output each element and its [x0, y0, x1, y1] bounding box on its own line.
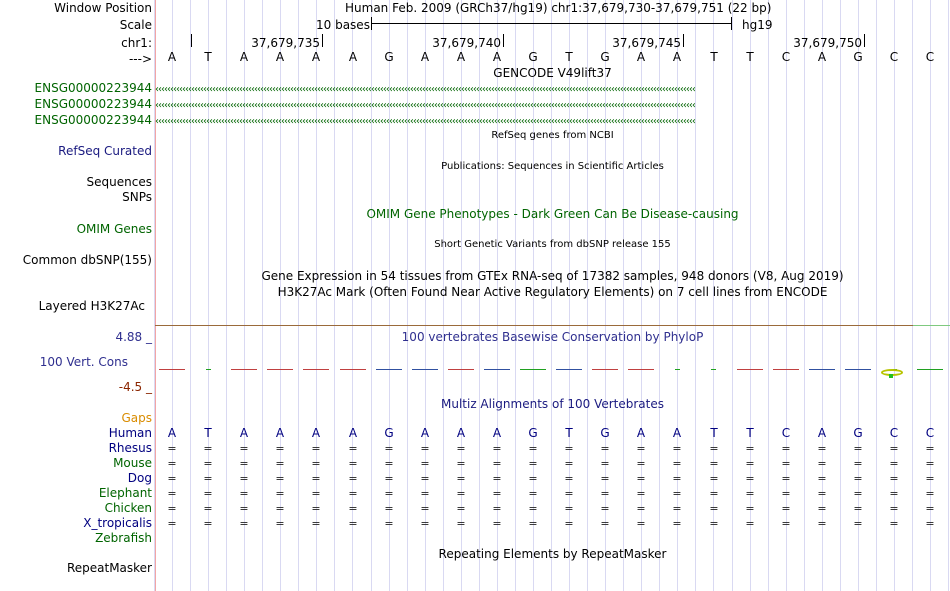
species-label-human[interactable]: Human	[108, 426, 152, 440]
alignment-identity-mark: =	[781, 487, 791, 500]
phylop-score-mark	[711, 369, 716, 370]
coord-label: 37,679,740	[432, 36, 501, 50]
alignment-identity-mark: =	[745, 517, 755, 530]
alignment-identity-mark: =	[348, 472, 358, 485]
alignment-identity-mark: =	[564, 457, 574, 470]
multiz-human-base: A	[275, 426, 285, 440]
alignment-identity-mark: =	[853, 517, 863, 530]
alignment-identity-mark: =	[889, 517, 899, 530]
alignment-identity-mark: =	[600, 517, 610, 530]
alignment-identity-mark: =	[636, 457, 646, 470]
strand-chevrons: ‹‹‹‹‹‹‹‹‹‹‹‹‹‹‹‹‹‹‹‹‹‹‹‹‹‹‹‹‹‹‹‹‹‹‹‹‹‹‹‹‹‹‹‹‹‹‹‹‹‹‹‹‹‹‹‹‹‹‹‹‹‹‹‹‹‹‹‹‹‹‹‹‹‹‹‹‹‹‹‹‹‹‹‹‹‹‹‹‹‹‹‹‹‹‹‹‹‹‹‹‹‹‹‹‹‹‹‹‹‹‹‹‹‹‹‹‹‹‹‹‹‹‹‹‹‹‹‹‹‹‹‹‹‹‹‹‹‹‹‹‹‹‹‹‹‹‹‹‹‹‹‹‹‹‹‹‹‹‹‹‹‹‹‹‹‹‹‹‹‹‹‹‹‹‹‹‹‹‹‹	[155, 116, 695, 127]
multiz-human-base: T	[746, 426, 754, 440]
alignment-identity-mark: =	[492, 487, 502, 500]
phylop-score-mark	[448, 369, 474, 370]
repeatmasker-track-title: Repeating Elements by RepeatMasker	[438, 547, 667, 561]
coord-tick-start	[191, 34, 192, 47]
alignment-identity-mark: =	[528, 517, 538, 530]
alignment-identity-mark: =	[203, 472, 213, 485]
dna-base: A	[311, 50, 321, 64]
alignment-identity-mark: =	[311, 472, 321, 485]
alignment-identity-mark: =	[167, 502, 177, 515]
phylop-score-mark	[412, 369, 438, 370]
alignment-identity-mark: =	[275, 502, 285, 515]
gene-model-3[interactable]	[155, 113, 950, 127]
gene-label-3[interactable]: ENSG00000223944	[34, 113, 152, 127]
alignment-identity-mark: =	[817, 457, 827, 470]
alignment-identity-mark: =	[600, 502, 610, 515]
alignment-identity-mark: =	[492, 442, 502, 455]
multiz-human-base: C	[889, 426, 899, 440]
dna-base: C	[781, 50, 791, 64]
alignment-identity-mark: =	[456, 472, 466, 485]
alignment-identity-mark: =	[311, 442, 321, 455]
alignment-identity-mark: =	[456, 517, 466, 530]
h3k27ac-track-label[interactable]: Layered H3K27Ac	[38, 299, 145, 313]
sequences-track-label[interactable]: Sequences	[86, 175, 152, 189]
omim-track-label[interactable]: OMIM Genes	[76, 222, 152, 236]
alignment-identity-mark: =	[420, 442, 430, 455]
alignment-identity-mark: =	[745, 457, 755, 470]
multiz-human-base: A	[456, 426, 466, 440]
alignment-identity-mark: =	[528, 502, 538, 515]
h3k27ac-signal-line	[155, 325, 913, 326]
alignment-identity-mark: =	[925, 487, 935, 500]
snps-track-label[interactable]: SNPs	[122, 190, 152, 204]
alignment-identity-mark: =	[889, 487, 899, 500]
gtex-track-title: Gene Expression in 54 tissues from GTEx RNA-seq of 17382 samples, 948 donors (V8, Aug 2019)	[261, 269, 844, 283]
alignment-identity-mark: =	[492, 457, 502, 470]
alignment-identity-mark: =	[889, 442, 899, 455]
alignment-identity-mark: =	[817, 472, 827, 485]
alignment-identity-mark: =	[853, 457, 863, 470]
alignment-identity-mark: =	[492, 472, 502, 485]
alignment-identity-mark: =	[745, 442, 755, 455]
dna-base: T	[746, 50, 754, 64]
refseq-track-label[interactable]: RefSeq Curated	[58, 144, 152, 158]
alignment-identity-mark: =	[528, 457, 538, 470]
window-position-label: Window Position	[54, 1, 152, 15]
species-label-x_tropicalis[interactable]: X_tropicalis	[83, 516, 152, 530]
alignment-identity-mark: =	[925, 442, 935, 455]
coord-label: 37,679,745	[612, 36, 681, 50]
alignment-identity-mark: =	[311, 517, 321, 530]
dna-base: A	[817, 50, 827, 64]
alignment-identity-mark: =	[384, 472, 394, 485]
alignment-identity-mark: =	[239, 457, 249, 470]
phylop-score-mark	[267, 369, 293, 370]
alignment-identity-mark: =	[817, 517, 827, 530]
alignment-identity-mark: =	[528, 442, 538, 455]
publications-track-title: Publications: Sequences in Scientific Articles	[441, 161, 664, 172]
strand-chevrons: ‹‹‹‹‹‹‹‹‹‹‹‹‹‹‹‹‹‹‹‹‹‹‹‹‹‹‹‹‹‹‹‹‹‹‹‹‹‹‹‹‹‹‹‹‹‹‹‹‹‹‹‹‹‹‹‹‹‹‹‹‹‹‹‹‹‹‹‹‹‹‹‹‹‹‹‹‹‹‹‹‹‹‹‹‹‹‹‹‹‹‹‹‹‹‹‹‹‹‹‹‹‹‹‹‹‹‹‹‹‹‹‹‹‹‹‹‹‹‹‹‹‹‹‹‹‹‹‹‹‹‹‹‹‹‹‹‹‹‹‹‹‹‹‹‹‹‹‹‹‹‹‹‹‹‹‹‹‹‹‹‹‹‹‹‹‹‹‹‹‹‹‹‹‹‹‹‹‹‹‹	[155, 100, 695, 111]
alignment-identity-mark: =	[672, 502, 682, 515]
alignment-identity-mark: =	[709, 442, 719, 455]
phylop-score-mark	[592, 369, 618, 370]
alignment-identity-mark: =	[528, 487, 538, 500]
phylop-max-label: 4.88 _	[115, 330, 152, 344]
phylop-score-mark	[556, 369, 582, 370]
dna-base: A	[492, 50, 502, 64]
alignment-identity-mark: =	[745, 502, 755, 515]
alignment-identity-mark: =	[889, 502, 899, 515]
dna-base: G	[384, 50, 394, 64]
alignment-identity-mark: =	[817, 442, 827, 455]
phylop-score-mark	[484, 369, 510, 370]
alignment-identity-mark: =	[348, 502, 358, 515]
alignment-identity-mark: =	[456, 457, 466, 470]
dna-base: A	[420, 50, 430, 64]
scale-label: Scale	[119, 18, 152, 32]
alignment-identity-mark: =	[420, 472, 430, 485]
species-label-chicken[interactable]: Chicken	[104, 501, 152, 515]
alignment-identity-mark: =	[781, 517, 791, 530]
alignment-identity-mark: =	[275, 517, 285, 530]
alignment-identity-mark: =	[492, 517, 502, 530]
alignment-identity-mark: =	[275, 442, 285, 455]
multiz-human-base: G	[384, 426, 394, 440]
dna-base: G	[600, 50, 610, 64]
alignment-identity-mark: =	[853, 442, 863, 455]
coord-label: 37,679,750	[793, 36, 862, 50]
scale-text: 10 bases	[316, 18, 370, 32]
scale-db-text: hg19	[742, 18, 773, 32]
alignment-identity-mark: =	[781, 502, 791, 515]
alignment-identity-mark: =	[275, 472, 285, 485]
alignment-identity-mark: =	[853, 472, 863, 485]
alignment-identity-mark: =	[925, 457, 935, 470]
alignment-identity-mark: =	[853, 502, 863, 515]
gencode-track-title: GENCODE V49lift37	[493, 66, 612, 80]
alignment-identity-mark: =	[528, 472, 538, 485]
coord-tick	[322, 34, 323, 47]
multiz-human-base: A	[348, 426, 358, 440]
alignment-identity-mark: =	[167, 457, 177, 470]
phylop-score-mark	[675, 369, 680, 370]
alignment-identity-mark: =	[709, 487, 719, 500]
phylop-score-mark	[628, 369, 654, 370]
multiz-human-base: G	[600, 426, 610, 440]
multiz-human-base: A	[167, 426, 177, 440]
alignment-identity-mark: =	[239, 502, 249, 515]
multiz-human-base: A	[817, 426, 827, 440]
phylop-score-mark	[303, 369, 329, 370]
strand-chevrons: ‹‹‹‹‹‹‹‹‹‹‹‹‹‹‹‹‹‹‹‹‹‹‹‹‹‹‹‹‹‹‹‹‹‹‹‹‹‹‹‹‹‹‹‹‹‹‹‹‹‹‹‹‹‹‹‹‹‹‹‹‹‹‹‹‹‹‹‹‹‹‹‹‹‹‹‹‹‹‹‹‹‹‹‹‹‹‹‹‹‹‹‹‹‹‹‹‹‹‹‹‹‹‹‹‹‹‹‹‹‹‹‹‹‹‹‹‹‹‹‹‹‹‹‹‹‹‹‹‹‹‹‹‹‹‹‹‹‹‹‹‹‹‹‹‹‹‹‹‹‹‹‹‹‹‹‹‹‹‹‹‹‹‹‹‹‹‹‹‹‹‹‹‹‹‹‹‹‹‹‹	[155, 84, 695, 95]
alignment-identity-mark: =	[709, 472, 719, 485]
alignment-identity-mark: =	[745, 487, 755, 500]
chrom-label: chr1:	[121, 36, 152, 50]
dna-base: G	[853, 50, 863, 64]
dna-base: A	[456, 50, 466, 64]
alignment-identity-mark: =	[384, 457, 394, 470]
alignment-identity-mark: =	[203, 487, 213, 500]
alignment-identity-mark: =	[384, 517, 394, 530]
species-label-rhesus[interactable]: Rhesus	[108, 441, 152, 455]
phylop-min-label: -4.5 _	[118, 380, 152, 394]
multiz-human-base: A	[636, 426, 646, 440]
h3k27ac-signal-line-end	[913, 325, 950, 326]
multiz-human-base: G	[528, 426, 538, 440]
alignment-identity-mark: =	[239, 442, 249, 455]
alignment-identity-mark: =	[167, 472, 177, 485]
alignment-identity-mark: =	[600, 487, 610, 500]
alignment-identity-mark: =	[384, 502, 394, 515]
alignment-identity-mark: =	[853, 487, 863, 500]
species-label-mouse[interactable]: Mouse	[113, 456, 152, 470]
alignment-identity-mark: =	[275, 487, 285, 500]
phylop-score-mark	[809, 369, 835, 370]
alignment-identity-mark: =	[456, 502, 466, 515]
dna-base: A	[239, 50, 249, 64]
multiz-human-base: A	[311, 426, 321, 440]
coord-tick	[503, 34, 504, 47]
alignment-identity-mark: =	[781, 472, 791, 485]
phylop-score-mark	[737, 369, 763, 370]
alignment-identity-mark: =	[636, 487, 646, 500]
alignment-identity-mark: =	[817, 502, 827, 515]
dna-base: A	[636, 50, 646, 64]
alignment-identity-mark: =	[348, 517, 358, 530]
alignment-identity-mark: =	[311, 457, 321, 470]
refseq-track-title: RefSeq genes from NCBI	[491, 130, 614, 141]
alignment-identity-mark: =	[167, 517, 177, 530]
alignment-identity-mark: =	[311, 502, 321, 515]
multiz-human-base: C	[781, 426, 791, 440]
alignment-identity-mark: =	[456, 487, 466, 500]
repeatmasker-track-label[interactable]: RepeatMasker	[66, 561, 152, 575]
alignment-identity-mark: =	[600, 457, 610, 470]
alignment-identity-mark: =	[672, 487, 682, 500]
alignment-identity-mark: =	[709, 502, 719, 515]
multiz-human-base: A	[492, 426, 502, 440]
alignment-identity-mark: =	[203, 502, 213, 515]
coord-tick	[683, 34, 684, 47]
scale-bar-line	[371, 23, 731, 24]
phylop-track-label[interactable]: 100 Vert. Cons	[39, 355, 128, 369]
alignment-identity-mark: =	[275, 457, 285, 470]
alignment-identity-mark: =	[636, 517, 646, 530]
alignment-identity-mark: =	[564, 487, 574, 500]
dna-base: T	[204, 50, 212, 64]
alignment-identity-mark: =	[781, 457, 791, 470]
dbsnp-track-label[interactable]: Common dbSNP(155)	[22, 253, 152, 267]
alignment-identity-mark: =	[203, 457, 213, 470]
alignment-identity-mark: =	[239, 487, 249, 500]
multiz-human-base: T	[710, 426, 718, 440]
dna-base: C	[889, 50, 899, 64]
dna-base: A	[167, 50, 177, 64]
alignment-identity-mark: =	[564, 502, 574, 515]
alignment-identity-mark: =	[311, 487, 321, 500]
alignment-identity-mark: =	[672, 442, 682, 455]
dna-base: G	[528, 50, 538, 64]
alignment-identity-mark: =	[672, 472, 682, 485]
alignment-identity-mark: =	[889, 457, 899, 470]
gene-model-1[interactable]	[155, 81, 950, 95]
phylop-score-mark	[520, 369, 546, 370]
multiz-human-base: T	[204, 426, 212, 440]
alignment-identity-mark: =	[348, 442, 358, 455]
alignment-identity-mark: =	[167, 487, 177, 500]
alignment-identity-mark: =	[167, 442, 177, 455]
alignment-identity-mark: =	[348, 487, 358, 500]
alignment-identity-mark: =	[420, 487, 430, 500]
species-label-dog[interactable]: Dog	[127, 471, 152, 485]
alignment-identity-mark: =	[636, 502, 646, 515]
alignment-identity-mark: =	[203, 517, 213, 530]
track-image-area[interactable]	[155, 0, 950, 591]
species-label-elephant[interactable]: Elephant	[98, 486, 152, 500]
phylop-score-mark	[340, 369, 366, 370]
dna-base: T	[710, 50, 718, 64]
alignment-identity-mark: =	[384, 442, 394, 455]
alignment-identity-mark: =	[203, 442, 213, 455]
phylop-peak-dot	[889, 374, 893, 378]
multiz-human-base: G	[853, 426, 863, 440]
alignment-identity-mark: =	[564, 472, 574, 485]
alignment-identity-mark: =	[672, 457, 682, 470]
alignment-identity-mark: =	[925, 517, 935, 530]
omim-track-title: OMIM Gene Phenotypes - Dark Green Can Be Disease-causing	[366, 207, 739, 221]
coord-tick	[864, 34, 865, 47]
gene-label-1[interactable]: ENSG00000223944	[34, 81, 152, 95]
alignment-identity-mark: =	[564, 442, 574, 455]
alignment-identity-mark: =	[600, 472, 610, 485]
alignment-identity-mark: =	[925, 502, 935, 515]
alignment-identity-mark: =	[456, 442, 466, 455]
strand-arrow-label: --->	[128, 52, 152, 66]
alignment-identity-mark: =	[420, 457, 430, 470]
phylop-score-mark	[159, 369, 185, 370]
phylop-score-mark	[231, 369, 257, 370]
gene-model-2[interactable]	[155, 97, 950, 111]
dna-base: A	[348, 50, 358, 64]
alignment-identity-mark: =	[239, 517, 249, 530]
alignment-identity-mark: =	[636, 442, 646, 455]
alignment-identity-mark: =	[745, 472, 755, 485]
scale-bar-right-tick	[731, 17, 732, 30]
species-label-zebrafish[interactable]: Zebrafish	[95, 531, 152, 545]
alignment-identity-mark: =	[600, 442, 610, 455]
alignment-identity-mark: =	[889, 472, 899, 485]
dna-base: A	[275, 50, 285, 64]
alignment-identity-mark: =	[709, 457, 719, 470]
phylop-score-mark	[773, 369, 799, 370]
gene-label-2[interactable]: ENSG00000223944	[34, 97, 152, 111]
alignment-identity-mark: =	[672, 517, 682, 530]
alignment-identity-mark: =	[564, 517, 574, 530]
dna-base: A	[672, 50, 682, 64]
multiz-human-base: C	[925, 426, 935, 440]
window-position-text: Human Feb. 2009 (GRCh37/hg19) chr1:37,679,730-37,679,751 (22 bp)	[345, 1, 772, 15]
phylop-score-mark	[206, 369, 211, 370]
coord-label: 37,679,735	[251, 36, 320, 50]
alignment-identity-mark: =	[781, 442, 791, 455]
alignment-identity-mark: =	[420, 517, 430, 530]
alignment-identity-mark: =	[636, 472, 646, 485]
phylop-score-mark	[845, 369, 871, 370]
multiz-human-base: T	[565, 426, 573, 440]
h3k27ac-track-title: H3K27Ac Mark (Often Found Near Active Regulatory Elements) on 7 cell lines from ENCODE	[277, 285, 828, 299]
alignment-identity-mark: =	[709, 517, 719, 530]
multiz-human-base: A	[420, 426, 430, 440]
alignment-identity-mark: =	[492, 502, 502, 515]
track-label-column	[0, 0, 155, 591]
multiz-track-title: Multiz Alignments of 100 Vertebrates	[440, 397, 665, 411]
dna-base: T	[565, 50, 573, 64]
phylop-score-mark	[376, 369, 402, 370]
alignment-identity-mark: =	[239, 472, 249, 485]
alignment-identity-mark: =	[420, 502, 430, 515]
alignment-identity-mark: =	[384, 487, 394, 500]
alignment-identity-mark: =	[348, 457, 358, 470]
multiz-human-base: A	[239, 426, 249, 440]
phylop-score-mark	[917, 369, 943, 370]
dbsnp-track-title: Short Genetic Variants from dbSNP release 155	[434, 239, 671, 250]
dna-base: C	[925, 50, 935, 64]
phylop-track-title: 100 vertebrates Basewise Conservation by PhyloP	[401, 330, 704, 344]
alignment-identity-mark: =	[817, 487, 827, 500]
gaps-label[interactable]: Gaps	[121, 411, 152, 425]
multiz-human-base: A	[672, 426, 682, 440]
alignment-identity-mark: =	[925, 472, 935, 485]
